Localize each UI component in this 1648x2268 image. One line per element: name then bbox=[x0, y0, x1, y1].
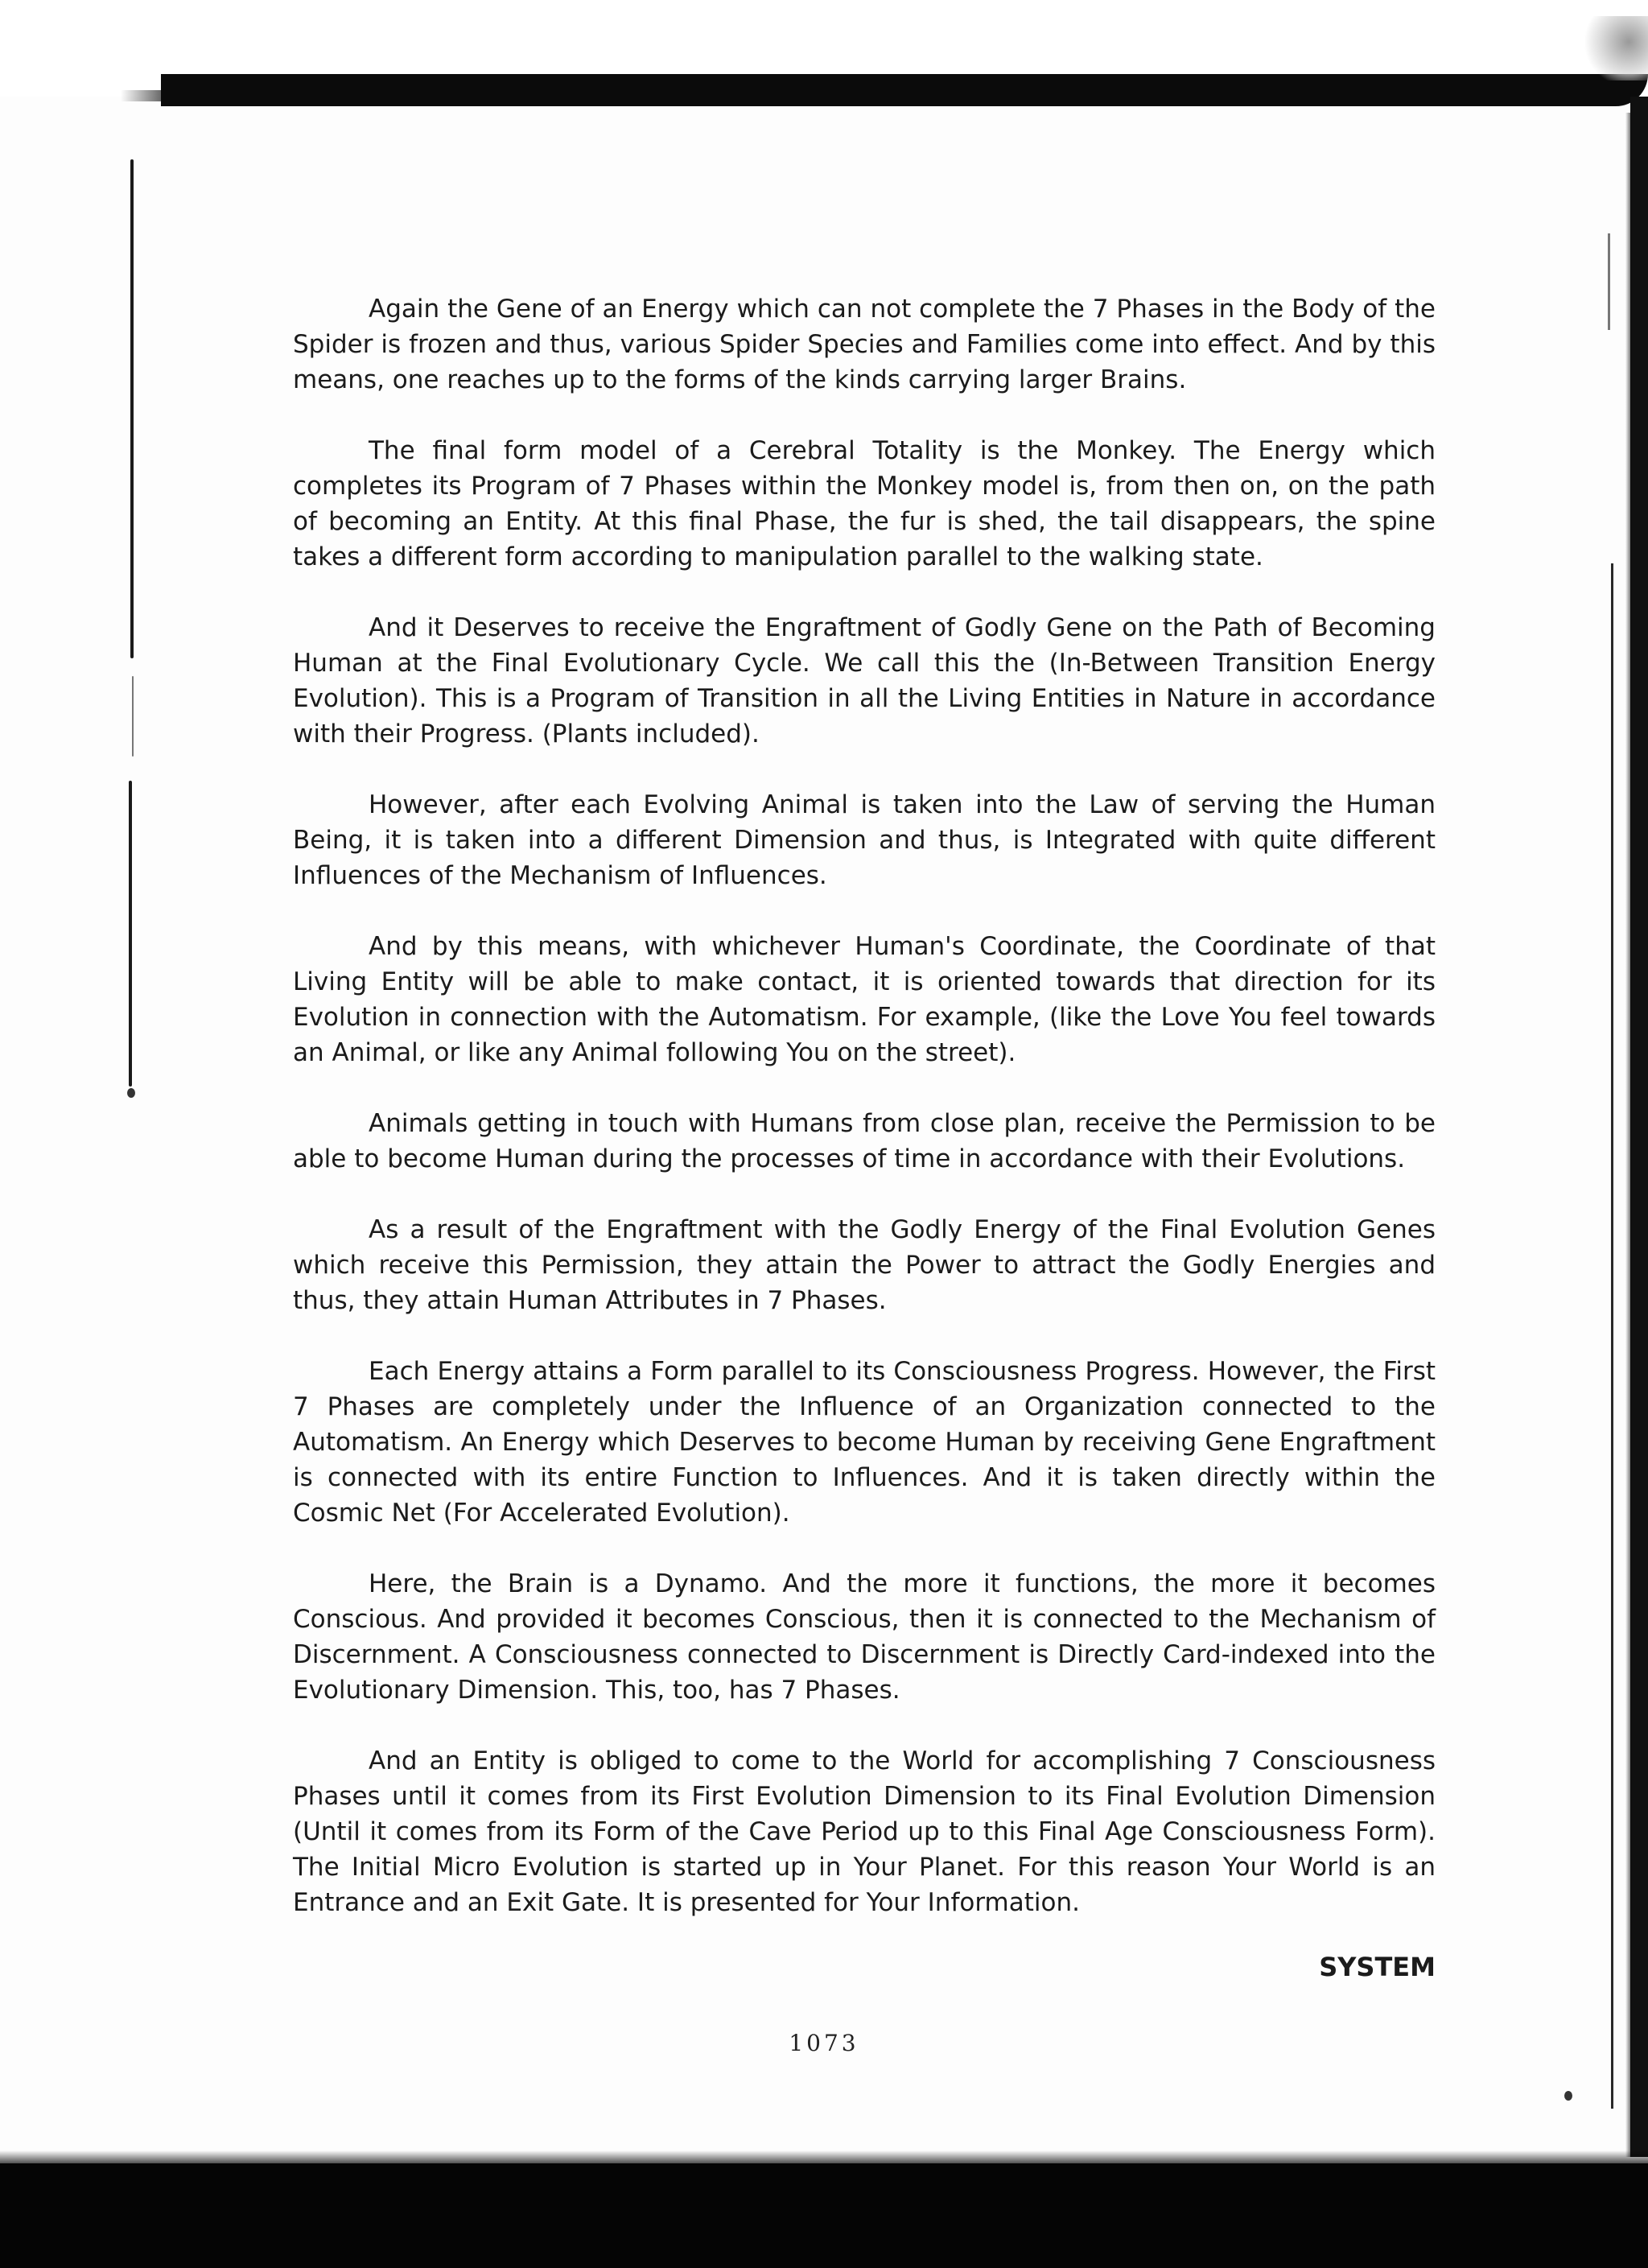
paragraph: And by this means, with whichever Human's Coordinate, the Coordinate of that Living Entity will be able to make contact, it is oriented towards that direction for its Evolution in connection with the Automatism. For example, (like the Love You feel towards an Animal, or like any Animal following You on the street). bbox=[293, 932, 1436, 1067]
paragraph: And it Deserves to receive the Engraftment of Godly Gene on the Path of Becoming Human at the Final Evolutionary Cycle. We call this the (In-Between Transition Energy Evolution). This is a Program of Transition in all the Living Entities in Nature in accordance with their Progress. (Plants included). bbox=[293, 613, 1436, 748]
paragraph: And an Entity is obliged to come to the World for accomplishing 7 Consciousness Phases until it comes from its First Evolution Dimension to its Final Evolution Dimension (Until it comes from its Form of the Cave Period up to this Final Age Consciousness Form). The Initial Micro Evolution is started up in Your Planet. For this reason Your World is an Entrance and an Exit Gate. It is presented for Your Information. bbox=[293, 1746, 1436, 1917]
paragraph: Here, the Brain is a Dynamo. And the more it functions, the more it becomes Conscious. And provided it becomes Conscious, then it is connected to the Mechanism of Discernment. A Consciousness connected to Discernment is Directly Card-indexed into the Evolutionary Dimension. This, too, has 7 Phases. bbox=[293, 1569, 1436, 1705]
signature: SYSTEM bbox=[1319, 1952, 1436, 1982]
paragraph: As a result of the Engraftment with the Godly Energy of the Final Evolution Genes which receive this Permission, they attain the Power to attract the Godly Energies and thus, they attain Human Attributes in 7 Phases. bbox=[293, 1215, 1436, 1315]
margin-mark-line bbox=[1611, 563, 1613, 2109]
scan-speck bbox=[1564, 2091, 1572, 2101]
scan-top-band bbox=[161, 74, 1648, 106]
scan-right-edge-shadow bbox=[1625, 113, 1630, 2157]
margin-bracket-line bbox=[129, 781, 132, 1087]
margin-bracket-line bbox=[132, 676, 134, 757]
page-number: 1073 bbox=[789, 2030, 859, 2056]
margin-bracket-line bbox=[130, 159, 134, 658]
scan-speck bbox=[127, 1088, 135, 1098]
scan-corner-smudge bbox=[1584, 16, 1648, 80]
margin-mark-line bbox=[1608, 233, 1610, 330]
scan-bottom-band bbox=[0, 2163, 1648, 2268]
scan-right-edge bbox=[1630, 97, 1648, 2157]
paragraph: Each Energy attains a Form parallel to its Consciousness Progress. However, the First 7 Phases are completely under the Influence of an Organization connected to the Automatism. An Energy which Deserves to become Human by receiving Gene Engraftment is connected with its entire Function to Influences. And it is taken directly within the Cosmic Net (For Accelerated Evolution). bbox=[293, 1357, 1436, 1528]
paragraph: However, after each Evolving Animal is taken into the Law of serving the Human Being, it is taken into a different Dimension and thus, is Integrated with quite different Influences of the Mechanism of Influences. bbox=[293, 790, 1436, 890]
paragraph: Animals getting in touch with Humans from close plan, receive the Permission to be able to become Human during the processes of time in accordance with their Evolutions. bbox=[293, 1109, 1436, 1173]
paragraph: Again the Gene of an Energy which can not complete the 7 Phases in the Body of the Spider is frozen and thus, various Spider Species and Families come into effect. And by this means, one reaches up to the forms of the kinds carrying larger Brains. bbox=[293, 295, 1436, 394]
paragraph: The final form model of a Cerebral Totality is the Monkey. The Energy which completes its Program of 7 Phases within the Monkey model is, from then on, on the path of becoming an Entity. At this final Phase, the fur is shed, the tail disappears, the spine takes a different form according to manipulation parallel to the walking state. bbox=[293, 436, 1436, 571]
document-body bbox=[293, 291, 1436, 1985]
